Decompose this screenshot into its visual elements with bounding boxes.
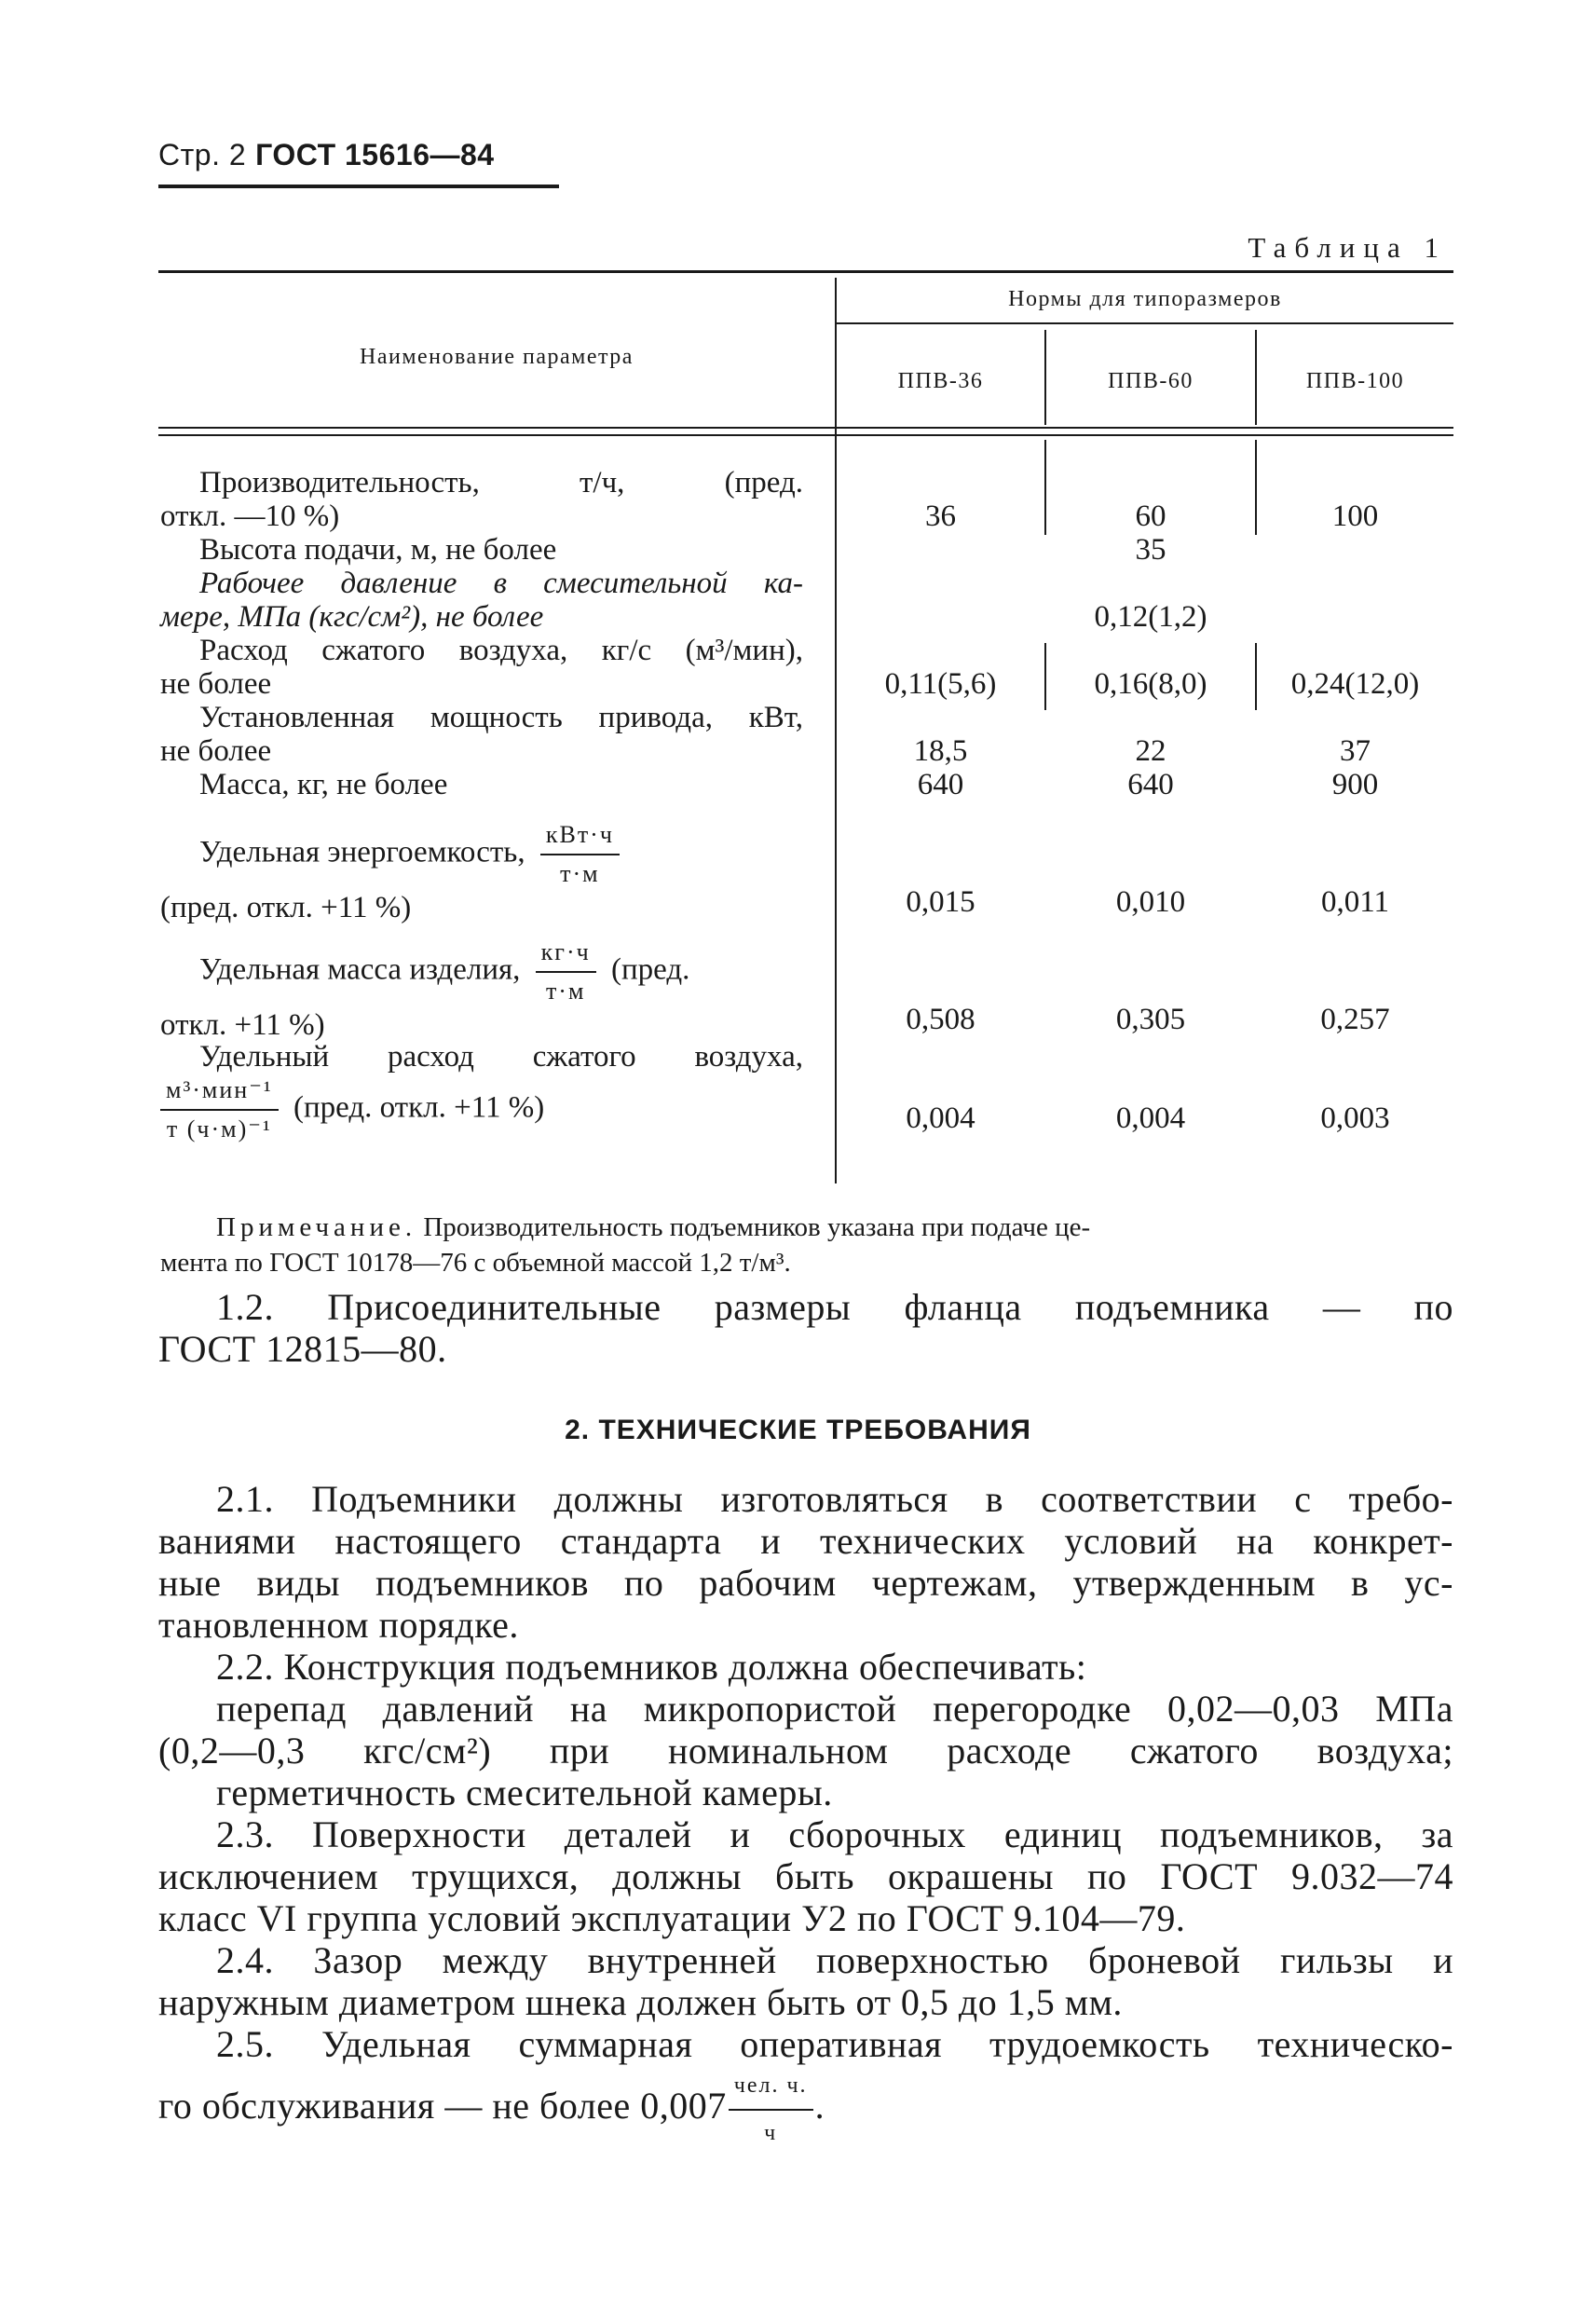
clause-line: тановленном порядке.	[158, 1604, 519, 1646]
row-label-tail: (пред.	[610, 952, 690, 987]
col-header-ppv100: ППВ-100	[1305, 369, 1405, 393]
clause-1-2	[158, 1286, 1453, 1370]
clause-line: класс VI группа условий эксплуатации У2 по ГОСТ 9.104—79.	[158, 1897, 1186, 1939]
clause-line: герметичность смесительной камеры.	[216, 1772, 833, 1813]
table-top-rule	[158, 270, 1453, 273]
clause-line-with-fraction	[158, 2065, 1453, 2155]
col-header-ppv60: ППВ-60	[1108, 369, 1194, 393]
value-power-ppv100: 37	[1340, 734, 1371, 768]
row-label-with-fraction	[160, 1074, 803, 1146]
row-label-line: Расход сжатого воздуха, кг/с (м³/мин),	[199, 634, 803, 667]
value-productivity-ppv60: 60	[1135, 499, 1166, 533]
clause-line: 1.2. Присоединительные размеры фланца подъемника — по	[216, 1286, 1453, 1328]
clause-end: .	[814, 2085, 825, 2127]
clause-2-1	[158, 1478, 1453, 1646]
note-text-continued: мента по ГОСТ 10178—76 с объемной массой 1,2 т/м³.	[160, 1248, 791, 1278]
norms-header: Нормы для типоразмеров	[1008, 287, 1282, 311]
value-air-ppv36: 0,11(5,6)	[884, 667, 997, 701]
row-specific-air-label	[160, 1040, 803, 1146]
clause-line: (0,2—0,3 кгс/см²) при номинальном расходе сжатого воздуха;	[158, 1730, 1453, 1772]
value-specific-mass-ppv36: 0,508	[906, 1003, 975, 1036]
clause-2-5	[158, 2023, 1453, 2155]
value-mass-ppv60: 640	[1127, 768, 1174, 801]
clause-line: 2.5. Удельная суммарная оперативная трудоемкость техническо-	[216, 2023, 1453, 2065]
value-air-ppv100: 0,24(12,0)	[1290, 667, 1420, 701]
fraction-denominator: ч	[764, 2121, 778, 2145]
clause-text: го обслуживания — не более 0,007	[158, 2085, 727, 2127]
value-specific-air-ppv36: 0,004	[906, 1101, 975, 1135]
param-column-divider	[835, 278, 837, 1183]
fraction-denominator: т·м	[560, 860, 600, 887]
row-energy-label	[160, 818, 803, 924]
clause-line: 2.2. Конструкция подъемников должна обеспечивать:	[216, 1646, 1087, 1688]
clause-line: исключением трущихся, должны быть окрашены по ГОСТ 9.032—74	[158, 1855, 1453, 1897]
value-energy-ppv36: 0,015	[906, 885, 975, 919]
value-specific-air-ppv60: 0,004	[1115, 1101, 1186, 1135]
row-label-line: мере, МПа (кгс/см²), не более	[160, 600, 544, 634]
page-header	[158, 138, 495, 172]
table-note	[160, 1210, 1446, 1280]
clause-line: перепад давлений на микропористой перегородке 0,02—0,03 МПа	[216, 1688, 1453, 1730]
value-energy-ppv100: 0,011	[1320, 885, 1390, 919]
value-specific-mass-ppv60: 0,305	[1115, 1003, 1186, 1036]
clause-2-4	[158, 1939, 1453, 2023]
row-label-tail: (пред. откл. +11 %)	[293, 1090, 545, 1125]
row-label-line: откл. +11 %)	[160, 1008, 325, 1042]
section-title: 2. ТЕХНИЧЕСКИЕ ТРЕБОВАНИЯ	[565, 1415, 1031, 1445]
note-label: Примечание.	[216, 1212, 417, 1242]
norms-header-rule	[837, 322, 1453, 324]
row-label-line: Установленная мощность привода, кВт,	[199, 701, 803, 734]
standard-number: ГОСТ 15616—84	[255, 138, 495, 171]
value-productivity-ppv100: 100	[1331, 499, 1379, 533]
clause-2-3	[158, 1813, 1453, 1939]
row-label-line: Рабочее давление в смесительной ка-	[199, 567, 803, 600]
clause-line: 2.3. Поверхности деталей и сборочных единиц подъемников, за	[216, 1813, 1453, 1855]
value-specific-mass-ppv100: 0,257	[1320, 1003, 1390, 1036]
row-label-line: не более	[160, 667, 272, 701]
row-label-text: Удельная масса изделия,	[199, 952, 521, 987]
value-mass-ppv100: 900	[1331, 768, 1379, 801]
clause-line: ные виды подъемников по рабочим чертежам, утвержденным в ус-	[158, 1562, 1453, 1604]
clause-2-2	[158, 1646, 1453, 1813]
fraction-denominator: т (ч·м)⁻¹	[166, 1115, 272, 1142]
value-productivity-ppv36: 36	[925, 499, 956, 533]
value-energy-ppv60: 0,010	[1115, 885, 1186, 919]
value-air-ppv60: 0,16(8,0)	[1094, 667, 1207, 701]
clause-line: 2.4. Зазор между внутренней поверхностью броневой гильзы и	[216, 1939, 1453, 1981]
clause-line: наружным диаметром шнека должен быть от 0,5 до 1,5 мм.	[158, 1981, 1123, 2023]
row-productivity-label	[160, 466, 803, 533]
page-number: Стр. 2	[158, 138, 247, 171]
row-label-line: откл. —10 %)	[160, 499, 340, 533]
row-label-text: Удельная энергоемкость,	[199, 835, 525, 869]
row-label-line: Удельный расход сжатого воздуха,	[199, 1040, 803, 1074]
energy-unit-fraction	[540, 818, 620, 891]
specific-mass-unit-fraction	[536, 936, 596, 1008]
header-rule	[158, 185, 559, 188]
header-double-rule-2	[158, 434, 1453, 436]
header-double-rule-1	[158, 427, 1453, 429]
row-label-with-fraction	[160, 818, 803, 891]
row-label-line: (пред. откл. +11 %)	[160, 891, 412, 924]
specific-air-unit-fraction	[160, 1074, 279, 1146]
row-specific-mass-label	[160, 936, 803, 1042]
row-power-label	[160, 701, 803, 768]
col-header-ppv36: ППВ-36	[897, 369, 984, 393]
row-label-with-fraction	[160, 936, 803, 1008]
row-air-consumption-label	[160, 634, 803, 701]
clause-line: ваниями настоящего стандарта и технических условий на конкрет-	[158, 1520, 1453, 1562]
table-caption: Таблица 1	[1248, 231, 1447, 264]
labor-unit-fraction	[729, 2065, 813, 2155]
value-height-all: 35	[1135, 533, 1166, 567]
row-mass-label	[160, 768, 803, 801]
row-label-line: Масса, кг, не более	[199, 768, 448, 801]
row-pressure-label	[160, 567, 803, 634]
row-height-label	[160, 533, 803, 567]
row-label-line: Производительность, т/ч, (пред.	[199, 466, 803, 499]
fraction-numerator: кВт·ч	[540, 818, 620, 855]
param-header: Наименование параметра	[360, 345, 634, 369]
fraction-numerator: м³·мин⁻¹	[160, 1074, 279, 1111]
value-power-ppv36: 18,5	[913, 734, 968, 768]
note-text: Производительность подъемников указана при подаче це-	[423, 1212, 1091, 1242]
clause-line: 2.1. Подъемники должны изготовляться в соответствии с требо-	[216, 1478, 1453, 1520]
value-pressure-all: 0,12(1,2)	[1094, 600, 1207, 634]
value-power-ppv60: 22	[1135, 734, 1166, 768]
fraction-denominator: т·м	[545, 978, 586, 1005]
row-label-line: не более	[160, 734, 272, 768]
value-mass-ppv36: 640	[917, 768, 964, 801]
value-specific-air-ppv100: 0,003	[1320, 1101, 1390, 1135]
clause-line: ГОСТ 12815—80.	[158, 1328, 447, 1370]
row-label-line: Высота подачи, м, не более	[199, 533, 557, 567]
fraction-numerator: чел. ч.	[729, 2065, 813, 2111]
fraction-numerator: кг·ч	[536, 936, 596, 973]
